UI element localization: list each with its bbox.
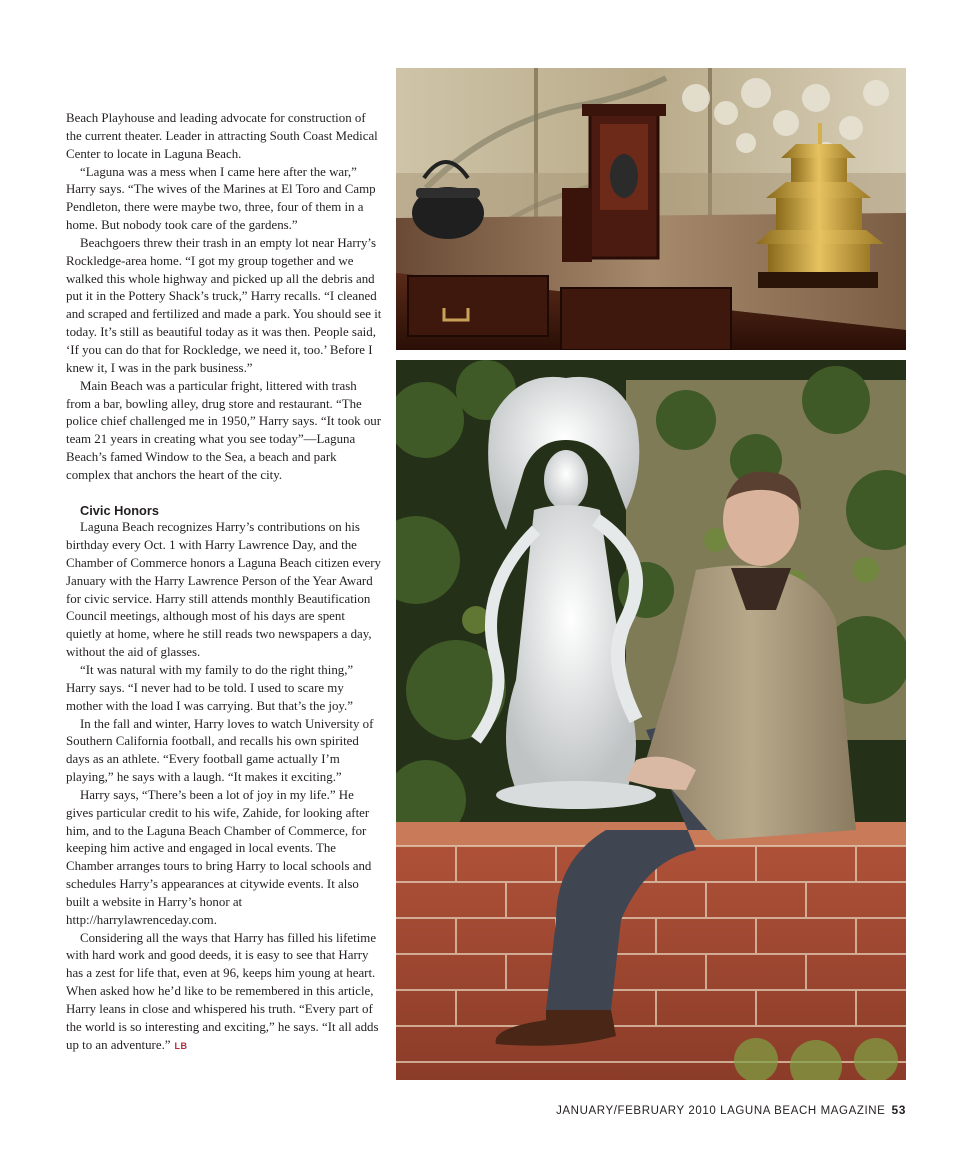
article-paragraph: Beach Playhouse and leading advocate for construction of the current theater. Leader in attracting South Coast Medical Center to locate in Laguna Beach.: [66, 111, 378, 161]
photo-sideboard-figurines: [396, 68, 906, 350]
article-paragraph: “Laguna was a mess when I came here after the war,” Harry says. “The wives of the Marines at El Toro and Camp Pendleton, there were maybe two, three, four of them in a home. But nobody took care of the gardens.”: [66, 164, 376, 233]
page-number: 53: [891, 1103, 906, 1117]
article-paragraph: Harry says, “There’s been a lot of joy in my life.” He gives particular credit to his wife, Zahide, for looking after him, and to the Laguna Beach Chamber of Commerce, for keeping him active and engaged in local events. The Chamber arranges tours to bring Harry to local schools and schedules Harry’s appearances at citywide events. It also built a website in Harry’s honor at http://harrylawrenceday.com.: [66, 787, 372, 927]
page-footer: [556, 1103, 906, 1117]
end-mark: LB: [174, 1040, 188, 1051]
article-paragraph: Beachgoers threw their trash in an empty lot near Harry’s Rockledge-area home. “I got my group together and we walked this whole highway and picked up all the debris and put it in the Pottery Shack’s truck,” Harry recalls. “I cleaned and scraped and fertilized and made a park. You should see it today. It’s still as beautiful today as it was then. People said, ‘If you can do that for Rockledge, we need it, too.’ Before I knew it, I was in the park business.”: [66, 235, 382, 375]
section-subhead: Civic Honors: [80, 502, 159, 518]
article-paragraph: Laguna Beach recognizes Harry’s contributions on his birthday every Oct. 1 with Harry Lawrence Day, and the Chamber of Commerce honors a Laguna Beach citizen every January with the Harry Lawrence Person of the Year Award for civic service. Harry still attends monthly Beautification Council meetings, although most of his days are spent quietly at home, where he still reads two newspapers a day, without the aid of glasses.: [66, 520, 381, 660]
article-paragraph: In the fall and winter, Harry loves to watch University of Southern California football, and recalls his own spirited days as an athlete. “Every football game actually I’m playing,” he says with a laugh. “It makes it exciting.”: [66, 716, 374, 785]
article-paragraph: Main Beach was a particular fright, littered with trash from a bar, bowling alley, drug store and restaurant. “The police chief challenged me in 1950,” Harry says. “It took our team 21 years in creating what you see today”—Laguna Beach’s famed Window to the Sea, a beach and park complex that anchors the heart of the city.: [66, 378, 381, 482]
photo-harry-statue: [396, 360, 906, 1080]
final-paragraph-text: Considering all the ways that Harry has filled his lifetime with hard work and good deeds, it is easy to see that Harry has a zest for life that, even at 96, keeps him young at heart. When asked how he’d like to be remembered in this article, Harry leans in close and whispered his truth. “Every part of the world is so interesting and exciting,” he says. “It all adds up to an adventure.”: [66, 930, 379, 1052]
article-text-column: [66, 110, 382, 1056]
article-paragraph: “It was natural with my family to do the right thing,” Harry says. “I never had to be told. I used to scare my mother with the load I was carrying. But that’s the joy.”: [66, 662, 354, 713]
issue-line: JANUARY/FEBRUARY 2010 LAGUNA BEACH MAGAZINE: [556, 1105, 886, 1117]
article-paragraph-final: [66, 930, 382, 1056]
